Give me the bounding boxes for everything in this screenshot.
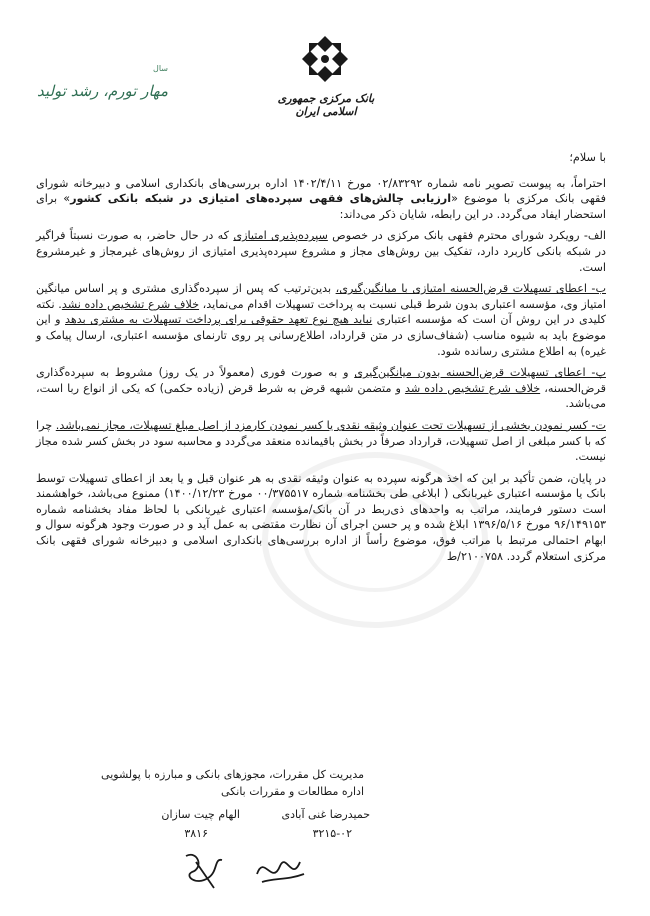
paragraph-pe: پ- اعطای تسهیلات قرض‌الحسنه بدون میانگین‌گیری و به صورت فوری (معمولاً در یک روز) مشروط به سپرده‌گذاری قرض‌الحسنه، خلاف شرع تشخیص داده شد و متضمن شبهه قرض به شرط قرض (زیاده حکمی) که یکی از انواع ربا است، می‌باشد. — [36, 366, 606, 411]
signatory-code-2: ۳۸۱۶ — [184, 827, 208, 840]
intro-paragraph: احتراماً، به پیوست تصویر نامه شماره ۰۲/۸۳۲۹۲ مورخ ۱۴۰۲/۴/۱۱ اداره بررسی‌های بانکداری اسلامی و دبیرخانه شورای فقهی بانک مرکزی با موضوع «ارزیابی چالش‌های فقهی سپرده‌های امتیازی در شبکه بانکی کشور» برای استحضار ایفاد می‌گردد. در این رابطه، شایان ذکر می‌داند: — [36, 176, 607, 221]
signatory-name-1: حمیدرضا غنی آبادی — [281, 808, 370, 821]
slogan-block — [18, 64, 168, 120]
bank-name: بانک مرکزی جمهوری اسلامی ایران — [277, 92, 375, 118]
paragraph-alef: الف- رویکرد شورای محترم فقهی بانک مرکزی در خصوص سپرده‌پذیری امتیازی که در حال حاضر، به صورت نسبتاً فراگیر در شبکه بانکی کاربرد دارد، تفکیک بین روش‌های مجاز و مشروع سپرده‌پذیری امتیازی از روش‌های غیرمجاز و غیرمشروع است. — [36, 229, 606, 274]
signature-scribble-1 — [252, 844, 312, 894]
signatory-code-1: ۳۲۱۵-۰۲ — [312, 827, 352, 840]
slogan-text: مهار تورم، رشد تولید — [37, 82, 168, 100]
central-bank-emblem-icon — [300, 34, 350, 84]
greeting: با سلام؛ — [569, 151, 606, 164]
letter-body — [36, 150, 606, 570]
slogan-year-label: سال — [153, 64, 168, 73]
reference-number: ۲۱۰۰۷۵۸/ط — [446, 549, 504, 563]
department-line: مدیریت کل مقررات، مجوزهای بانکی و مبارزه با پولشویی — [101, 768, 364, 781]
paragraph-te: ت- کسر نمودن بخشی از تسهیلات تحت عنوان وثیقه نقدی یا کسر نمودن کارمزد از اصل مبلغ تسهیلات، مجاز نمی‌باشد. چرا که با کسر مبلغی از اصل تسهیلات، قرارداد صرفاً در بخش باقیمانده منعقد می‌گردد و محاسبه سود در بخش کسر شده مجاز نیست. — [36, 418, 606, 464]
signature-scribble-2 — [178, 844, 228, 894]
closing-paragraph: در پایان، ضمن تأکید بر این که اخذ هرگونه سپرده به عنوان وثیقه نقدی به هر عنوان قبل و یا بعد از اعطای تسهیلات توسط بانک یا مؤسسه اعتباری غیربانکی ( ابلاغی طی بخشنامه شماره ۰۰/۳۷۵۵۱۷ مورخ ۱۴۰۰/۱۲/۲۳) ممنوع می‌باشد، خواهشمند است دستور فرمایند، مراتب به واحدهای ذی‌ربط در آن بانک/مؤسسه اعتباری غیربانکی با لحاظ مفاد بخشنامه شماره ۹۶/۱۴۹۱۵۳ مورخ ۱۳۹۶/۵/۱۶ ابلاغ شده و پر حسن اجرای آن نظارت مقتضی به عمل آید و در صورت وجود هرگونه سوال و ابهام احتمالی مرتبط با مراتب فوق، موضوع رأساً از اداره بررسی‌های بانکداری اسلامی و دبیرخانه شورای فقهی بانک مرکزی استعلام گردد. ۲۱۰۰۷۵۸/ط — [36, 471, 607, 563]
signature-block — [64, 766, 364, 800]
subject-title: ارزیابی چالش‌های فقهی سپرده‌های امتیازی در شبکه بانکی کشور — [70, 192, 452, 206]
office-line: اداره مطالعات و مقررات بانکی — [221, 785, 364, 798]
signatory-name-2: الهام چیت سازان — [161, 808, 240, 821]
paragraph-be: ب- اعطای تسهیلات قرض‌الحسنه امتیازی با میانگین‌گیری، بدین‌ترتیب که پس از سپرده‌گذاری مشتری و پر اساس میانگین امتیاز وی، مؤسسه اعتباری بدون شرط قبلی نسبت به پرداخت تسهیلات اقدام می‌نماید، خلاف شرع تشخیص داده نشد. نکته کلیدی در این روش آن است که مؤسسه اعتباری نباید هیچ نوع تعهد حقوقی برای پرداخت تسهیلات به مشتری بدهد و این موضوع باید به شیوه مناسب (شفاف‌سازی در متن قرارداد، اطلاع‌رسانی پر روی تارنمای مؤسسه اعتباری، ارسال پیامک و غیره) به اطلاع مشتری رسانده شود. — [36, 282, 607, 358]
